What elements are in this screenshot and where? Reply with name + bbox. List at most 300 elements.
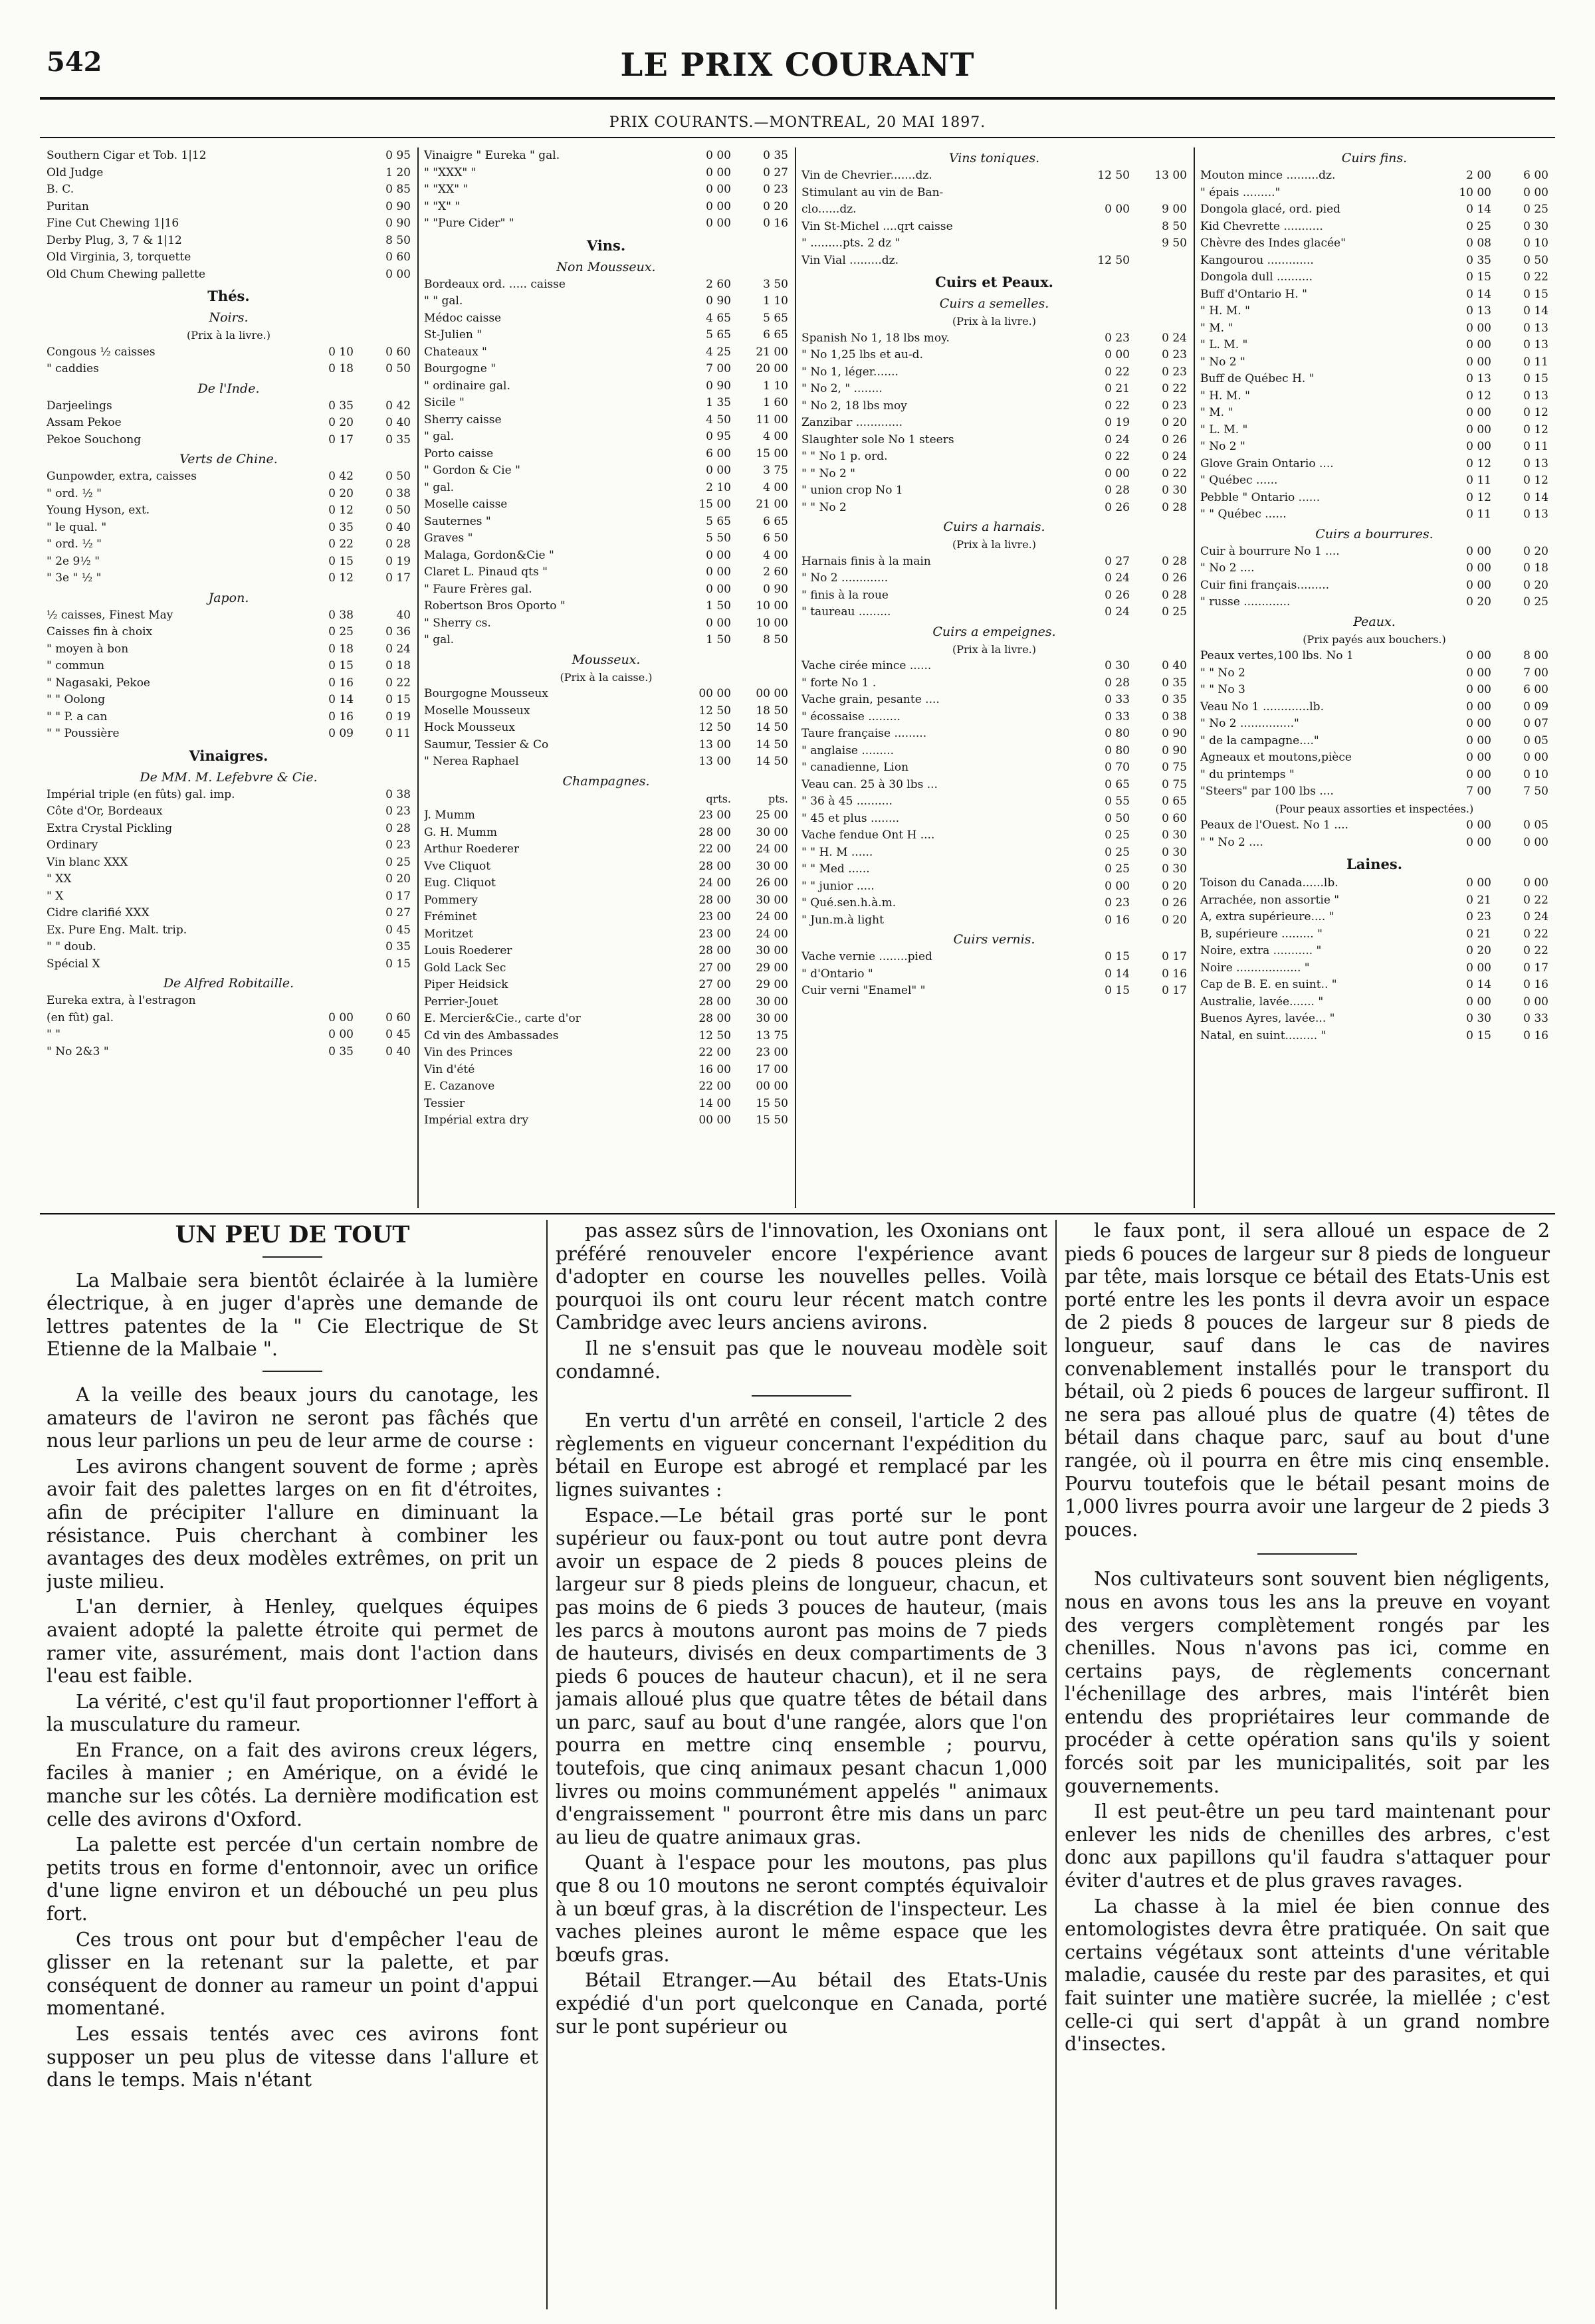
price-high: 5 65 [763,311,788,325]
price-row [801,878,1187,896]
price-high: 0 95 [385,149,411,162]
price-row [47,553,411,571]
price-high: 0 90 [1162,743,1187,757]
price-high: 0 17 [1162,984,1187,997]
item-name: Vache vernie ........pied [801,950,932,963]
price-low [299,803,354,821]
price-high: 30 00 [756,893,788,907]
price-row [801,415,1187,432]
price-row [47,641,411,658]
item-name: Sauternes " [424,514,491,528]
price-row [47,922,411,939]
price-high: 14 50 [756,721,788,734]
price-high: 0 23 [763,183,788,196]
price-high: 1 20 [385,165,411,179]
price-row [1200,665,1548,682]
price-row [424,395,788,412]
price-low: 0 00 [1466,835,1491,849]
subsection-heading [47,307,411,327]
item-name: " union crop No 1 [801,484,903,497]
item-name: " du printemps " [1200,767,1295,781]
price-high: 40 [396,608,411,622]
item-name: Moselle caisse [424,498,508,511]
price-high: 0 16 [1523,978,1548,991]
item-name: " " [47,1028,61,1041]
price-row [424,1096,788,1113]
item-name: " L. M. " [1200,423,1248,436]
price-low [299,956,354,973]
price-low: 0 00 [1466,544,1491,558]
item-name: Slaughter sole No 1 steers [801,433,954,446]
price-low: 1 35 [706,396,731,409]
price-note [801,536,1187,553]
item-name: " L. M. " [1200,338,1248,351]
price-high: 0 30 [1162,862,1187,876]
item-name: Old Chum Chewing pallette [47,267,206,281]
price-row [424,412,788,429]
price-low: 0 00 [1105,348,1130,361]
item-name: Stimulant au vin de Ban- [801,185,944,199]
price-row [47,536,411,553]
price-low [299,821,354,838]
price-row [424,199,788,216]
price-row [424,960,788,977]
price-row [424,1044,788,1062]
price-row [424,943,788,960]
price-high: 0 14 [1523,490,1548,504]
price-high: 14 50 [756,737,788,751]
item-name: " " doub. [47,940,96,953]
price-high: 15 50 [756,1114,788,1127]
item-name: Kid Chevrette ........... [1200,219,1323,233]
price-low: 0 16 [1105,913,1130,927]
price-row [801,777,1187,794]
price-high: 6 00 [1523,683,1548,696]
price-row [47,956,411,973]
price-high: 0 16 [1523,1028,1548,1042]
price-low: 0 33 [1105,693,1130,706]
price-high: 00 00 [756,1080,788,1093]
price-row [1200,960,1548,977]
article-column-1 [47,1220,538,2309]
price-row [424,181,788,199]
item-name: " canadienne, Lion [801,761,909,774]
item-name: Claret L. Pinaud qts " [424,565,548,579]
price-row [424,547,788,565]
price-high: pts. [768,792,788,805]
price-high: 0 25 [1523,595,1548,609]
price-low: 0 00 [1466,819,1491,832]
price-high: 0 00 [1523,835,1548,849]
price-low: 0 00 [328,1011,354,1024]
item-name: " No 2 .... [1200,561,1255,575]
price-row [801,912,1187,929]
price-high: 0 15 [385,693,411,706]
price-low: 0 70 [1105,761,1130,774]
price-low: 0 25 [1105,828,1130,842]
price-row [424,215,788,233]
price-row [801,432,1187,449]
section-heading [47,283,411,307]
price-row [424,994,788,1011]
price-low [299,215,354,233]
price-high: 11 00 [756,413,788,427]
price-high: 0 13 [1523,508,1548,521]
price-low: 0 20 [328,416,354,429]
price-high: 0 15 [1523,372,1548,385]
price-row [47,803,411,821]
price-high: 0 23 [385,838,411,852]
subsection-heading [1200,147,1548,167]
price-row [47,888,411,906]
price-row [1200,733,1548,750]
price-low: 12 50 [698,704,731,718]
price-row [424,1028,788,1045]
price-row [801,185,1187,202]
price-high: 0 00 [1523,876,1548,890]
item-name: " ordinaire gal. [424,379,510,393]
price-high: 0 16 [1162,967,1187,981]
price-high: 0 28 [385,537,411,551]
article-paragraph: A la veille des beaux jours du canotage, les amateurs de l'aviron ne seront pas fâchés que nous leur parlions un peu de leur arme de course : [47,1383,538,1452]
price-low: 7 00 [706,362,731,375]
price-row [424,514,788,531]
price-low: 22 00 [698,1080,731,1093]
price-low: 0 08 [1466,237,1491,250]
price-high: 0 17 [1162,950,1187,963]
price-row [47,266,411,284]
price-low: 00 00 [698,687,731,700]
price-high: 0 60 [385,1011,411,1024]
price-high: 0 26 [1162,571,1187,585]
price-low: 0 00 [706,616,731,630]
price-low: 4 65 [706,311,731,325]
item-name: Glove Grain Ontario .... [1200,456,1334,470]
price-low: 13 00 [698,755,731,768]
item-name: Kangourou ............. [1200,253,1314,267]
article-paragraph: Les avirons changent souvent de forme ; après avoir fait des palettes larges on en fit d'étroites, afin de précipiter l'allure en diminuant la résistance. Puis cherchant à combiner les avantages des deux modèles extrêmes, on prit un juste milieu. [47,1455,538,1593]
price-note [47,327,411,344]
price-high: 0 26 [1162,433,1187,446]
price-high: 0 07 [1523,717,1548,730]
price-row [424,686,788,703]
price-low: 5 65 [706,328,731,341]
price-high: 7 50 [1523,785,1548,798]
price-row [424,496,788,514]
heading-text: (Prix à la livre.) [952,642,1036,656]
price-low: 0 12 [1466,456,1491,470]
price-row [424,977,788,994]
price-row [1200,506,1548,524]
item-name: Vin d'été [424,1062,475,1076]
price-high: 13 00 [1154,169,1187,182]
heading-text: (Prix à la livre.) [952,315,1036,328]
item-name: Chateaux " [424,345,487,359]
price-high: 0 27 [763,165,788,179]
price-low: 2 10 [706,480,731,494]
price-low: 5 50 [706,532,731,545]
price-low: 0 28 [1105,676,1130,690]
price-row [424,1011,788,1028]
price-high: 8 50 [385,233,411,247]
price-row [424,564,788,581]
item-name: Vin des Princes [424,1046,513,1059]
item-name: "Steers" par 100 lbs .... [1200,785,1334,798]
item-name: " ord. ½ " [47,537,102,551]
price-low: 0 20 [328,486,354,500]
price-low: 0 00 [1466,321,1491,335]
price-high: 0 65 [1162,795,1187,808]
price-row [1200,405,1548,422]
price-high: 0 00 [1523,995,1548,1009]
item-name: (en fût) gal. [47,1011,114,1024]
price-row [424,875,788,892]
price-column-1 [47,147,411,1208]
price-low: 27 00 [698,978,731,991]
item-name: J. Mumm [424,809,475,822]
item-name: " Québec ...... [1200,474,1278,487]
item-name: Spécial X [47,957,100,971]
price-low: 0 00 [1105,466,1130,480]
price-high: 0 25 [385,855,411,869]
price-high: 30 00 [756,944,788,957]
price-high: 0 05 [1523,819,1548,832]
price-row [424,530,788,547]
price-row [801,500,1187,517]
price-high: 0 75 [1162,777,1187,791]
item-name: " écossaise ......... [801,710,901,724]
dateline-rule [40,137,1555,138]
price-low: 0 00 [1105,203,1130,216]
price-low: 22 00 [698,1046,731,1059]
article-paragraph: pas assez sûrs de l'innovation, les Oxonians ont préféré renouveler encore l'expérience avant d'adopter en course les nouvelles pelles. Voilà pourquoi ils ont couru leur récent match contre Cambridge avec leurs anciens avirons. [556,1220,1047,1334]
price-high: 6 65 [763,514,788,528]
price-high: 0 20 [1523,578,1548,592]
heading-text: Cuirs a harnais. [943,520,1045,534]
price-low: 0 00 [706,165,731,179]
price-low: 0 27 [1105,554,1130,568]
price-low: 0 00 [1466,700,1491,714]
price-note [1200,801,1548,818]
item-name: " 36 à 45 .......... [801,795,893,808]
heading-text: Japon. [208,590,249,605]
price-row [1200,767,1548,784]
price-row [801,201,1187,219]
price-row [424,841,788,858]
price-low: 0 15 [1105,984,1130,997]
price-row [47,415,411,432]
price-row [424,147,788,165]
price-high: 0 13 [1523,389,1548,403]
item-name: Veau can. 25 à 30 lbs ... [801,777,938,791]
price-row [424,632,788,649]
price-row [47,344,411,361]
item-name [424,791,677,808]
price-row [801,895,1187,912]
price-row [47,432,411,449]
price-row [1200,201,1548,219]
price-high: 0 23 [1162,399,1187,413]
price-row [1200,577,1548,595]
item-name: " anglaise ......... [801,743,895,757]
item-name: Porto caisse [424,446,494,460]
price-row [1200,560,1548,577]
price-high: 20 00 [756,362,788,375]
price-low [299,922,354,939]
price-high: 30 00 [756,995,788,1009]
item-name: " gal. [424,430,455,443]
price-row [801,793,1187,811]
price-low: 0 00 [1466,440,1491,453]
price-high: 0 50 [385,362,411,375]
price-row [47,993,411,1010]
price-low: 0 35 [328,520,354,534]
price-low [1075,219,1130,236]
price-low: 0 12 [1466,490,1491,504]
price-high: 0 18 [1523,561,1548,575]
item-name: Cd vin des Ambassades [424,1028,559,1042]
price-low: 0 38 [328,608,354,622]
item-name: " H. M. " [1200,304,1250,318]
price-high: 0 25 [1162,605,1187,619]
price-high: 24 00 [756,927,788,941]
item-name: " d'Ontario " [801,967,873,981]
item-name: Saumur, Tessier & Co [424,737,549,751]
item-name: " No 1, léger....... [801,365,899,379]
item-name: Moselle Mousseux [424,704,530,718]
price-low: 15 00 [698,498,731,511]
price-row [1200,252,1548,270]
price-low: 24 00 [698,876,731,890]
price-high: 0 36 [385,625,411,638]
section-heading [47,743,411,767]
price-row [47,821,411,838]
price-row [1200,185,1548,202]
price-low: 0 00 [1466,355,1491,369]
price-high: 6 50 [763,532,788,545]
price-high: 24 00 [756,910,788,923]
price-row [801,482,1187,500]
price-low: 0 23 [1105,896,1130,910]
price-high: 30 00 [756,859,788,873]
price-row [1200,783,1548,801]
price-high: 0 22 [1523,927,1548,941]
price-low: 0 00 [706,565,731,579]
price-row [47,361,411,378]
price-row [801,811,1187,828]
item-name: G. H. Mumm [424,825,498,839]
price-row [801,398,1187,415]
price-low: 0 55 [1105,795,1130,808]
article-paragraph: le faux pont, il sera alloué un espace de 2 pieds 6 pouces de largeur sur 8 pieds de longueur par tête, mais lorsque ce bétail des Etats-Unis est porté entre les les ponts il devra avoir un espace de 2 pieds 8 pouces de largeur sur 8 pieds de longueur, sauf dans le cas de navires convenablement installés pour le transport du bétail, où 2 pieds 6 pouces de largeur suffiront. Il ne sera pas alloué plus de quatre (4) têtes de bétail dans chaque parc, sauf au bout d'une rangée, où il pourra en être mis cinq ensemble. Pourvu toutefois que le bétail pesant moins de 1,000 livres pourra avoir une largeur de 2 pieds 3 pouces. [1065,1220,1550,1541]
price-high: 0 19 [385,710,411,724]
section-rule [40,1213,1555,1214]
price-row [424,361,788,378]
price-row [1200,371,1548,388]
item-name: " 45 et plus ........ [801,811,900,825]
subsection-heading [801,621,1187,641]
item-name: " épais ........." [1200,185,1281,199]
price-high: 0 24 [1162,331,1187,345]
price-row [801,466,1187,483]
price-row [424,344,788,361]
price-high: 0 09 [1523,700,1548,714]
price-row [1200,1011,1548,1028]
price-row [1200,388,1548,405]
price-low: 7 00 [1466,785,1491,798]
price-high: 8 50 [1162,219,1187,233]
price-row [801,966,1187,983]
price-high: 6 65 [763,328,788,341]
item-name: Noire .................. " [1200,961,1310,975]
price-row [424,703,788,720]
price-note [1200,631,1548,648]
price-high: 29 00 [756,978,788,991]
item-name: Cap de B. E. en suint.. " [1200,978,1337,991]
item-name: " " No 1 p. ord. [801,450,888,463]
item-name: Vin de Chevrier.......dz. [801,169,932,182]
article-paragraph: Ces trous ont pour but d'empêcher l'eau de glisser en la retenant sur la palette, et par conséquent de donner au rameur un point d'appui momentané. [47,1928,538,2020]
price-high: 0 24 [1523,910,1548,923]
price-low: 2 60 [706,277,731,291]
item-name: Dongola glacé, ord. pied [1200,203,1341,216]
price-high: 0 11 [385,727,411,740]
price-row [801,364,1187,381]
price-low: 23 00 [698,927,731,941]
price-low: 0 21 [1105,382,1130,395]
heading-text: Vinaigres. [189,747,268,764]
price-row [1200,337,1548,354]
price-row [47,1026,411,1044]
heading-text: Peaux. [1353,614,1396,629]
item-name: Peaux de l'Ouest. No 1 .... [1200,819,1348,832]
price-low: 0 00 [1466,338,1491,351]
price-high: 0 20 [763,199,788,213]
price-row [801,570,1187,587]
item-name: " No 2 " [1200,440,1245,453]
heading-text: Mousseux. [572,652,641,667]
price-row [801,844,1187,862]
price-high: 0 13 [1523,338,1548,351]
price-note [801,313,1187,330]
item-name: Impérial extra dry [424,1114,529,1127]
price-low: 0 16 [328,710,354,724]
price-row [424,753,788,771]
item-name: A, extra supérieure.... " [1200,910,1334,923]
price-low: 0 18 [328,642,354,656]
article-title: UN PEU DE TOUT [175,1221,410,1248]
item-name: Malaga, Gordon&Cie " [424,548,554,562]
item-name: B, supérieure ......... " [1200,927,1323,941]
item-name: Puritan [47,199,89,213]
price-high: 0 20 [385,872,411,886]
price-low [299,905,354,922]
price-high: 0 45 [385,923,411,937]
price-high: 0 30 [1162,484,1187,497]
item-name: Piper Heidsick [424,978,508,991]
item-name: " de la campagne...." [1200,733,1319,747]
heading-text: De MM. M. Lefebvre & Cie. [140,769,318,785]
price-low: 0 35 [328,399,354,413]
price-high: 0 14 [1523,304,1548,318]
price-high: 0 33 [1523,1012,1548,1025]
article-divider [546,1220,548,2309]
price-row [47,939,411,956]
price-low: 0 25 [1105,845,1130,859]
subsection-heading [47,587,411,607]
price-low: 0 35 [1466,253,1491,267]
price-high: 0 13 [1523,456,1548,470]
